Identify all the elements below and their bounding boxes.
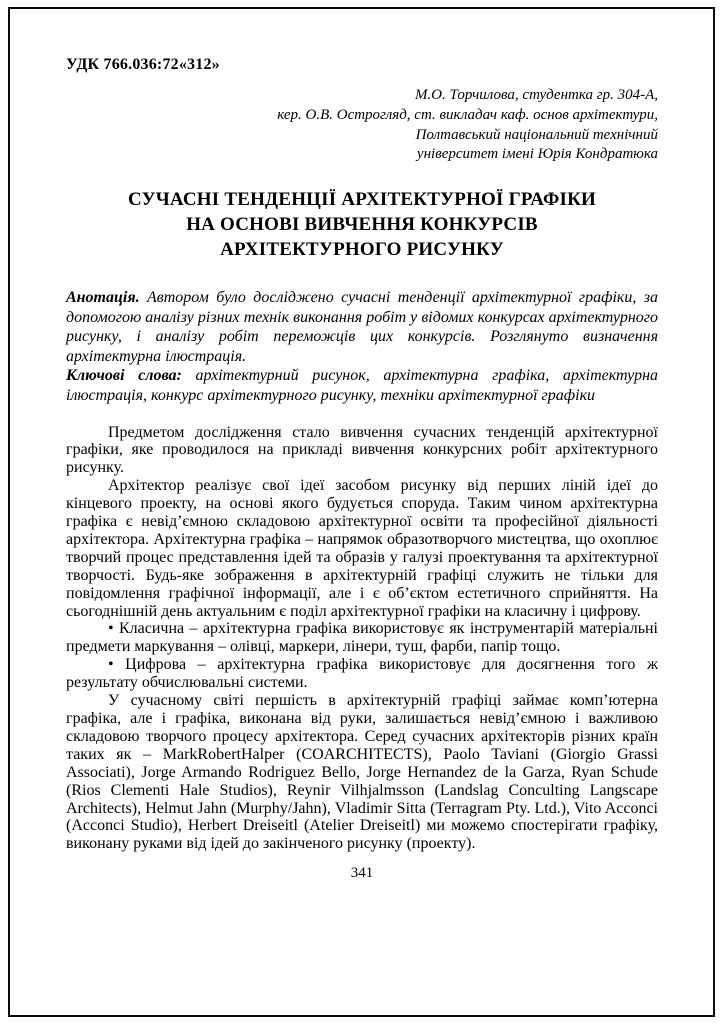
author-line: М.О. Торчилова, студентка гр. 304-А, xyxy=(414,87,658,103)
keywords-label: Ключові слова: xyxy=(66,367,182,385)
bullet-paragraph: • Класична – архітектурна графіка використовує як інструментарій матеріальні предмети маркування – олівці, маркери, лінери, туш, фарби, папір тощо. xyxy=(66,620,658,656)
abstract-text: Автором було досліджено сучасні тенденції архітектурної графіки, за допомогою аналізу різних технік виконання робіт у відомих конкурсах архітектурного рисунку, і аналізу робіт переможців цих конкурсів. Розглянуто визначення архітектурна ілюстрація. xyxy=(66,289,659,365)
bullet-paragraph: • Цифрова – архітектурна графіка використовує для досягнення того ж результату обчислювальні системи. xyxy=(66,656,658,692)
article-title-line: АРХІТЕКТУРНОГО РИСУНКУ xyxy=(220,239,504,261)
affiliation-line: університет імені Юрія Кондратюка xyxy=(416,146,658,163)
page-number: 341 xyxy=(350,865,374,882)
udc-code: УДК 766.036:72«312» xyxy=(66,56,220,73)
page-content xyxy=(66,56,658,882)
abstract xyxy=(66,288,658,366)
body-paragraph: Архітектор реалізує свої ідеї засобом рисунку від перших ліній ідеї до кінцевого проекту, на основі якого будується споруда. Таким чином архітектурна графіка є невід’ємною складовою архітектурної освіти та професійної діяльності архітектора. Архітектурна графіка – напрямок образотворчого мистецтва, що охоплює творчий процес представлення ідей та образів у галузі проектування та архітектурної творчості. Будь-яке зображення в архітектурній графіці служить не тільки для повідомлення графічної інформації, але і є об’єктом естетичного сприйняття. На сьогоднішній день актуальним є поділ архітектурної графіки на класичну і цифрову. xyxy=(66,477,658,620)
article-title-line: НА ОСНОВІ ВИВЧЕННЯ КОНКУРСІВ xyxy=(186,214,538,236)
keywords-text: архітектурний рисунок, архітектурна графіка, архітектурна ілюстрація, конкурс архітектурного рисунку, техніки архітектурної графіки xyxy=(66,367,659,404)
abstract-label: Анотація. xyxy=(66,289,140,307)
affiliation-line: Полтавський національний технічний xyxy=(415,126,658,143)
article-title xyxy=(66,187,658,262)
article-body xyxy=(66,424,658,854)
author-line: кер. О.В. Острогляд, ст. викладач каф. основ архітектури, xyxy=(277,106,658,123)
body-paragraph: Предметом дослідження стало вивчення сучасних тенденцій архітектурної графіки, яке проводилося на прикладі вивчення конкурсних робіт архітектурного рисунку. xyxy=(66,423,658,477)
body-paragraph: У сучасному світі першість в архітектурній графіці займає комп’ютерна графіка, але і графіка, виконана від руки, залишається невід’ємною і важливою складовою творчого процесу архітектора. Серед сучасних архітекторів різних країн таких як – MarkRobertHalper (COARCHITECTS), Paolo Taviani (Giorgio Grassi Associati), Jorge Armando Rodriguez Bello, Jorge Hernandez de la Garza, Ryan Schude (Rios Clementi Hale Studios), Reynir Vilhjalmsson (Landslag Conculting Langscape Architects), Helmut Jahn (Murphy/Jahn), Vladimir Sitta (Terragram Pty. Ltd.), Vito Acconci (Acconci Studio), Herbert Dreiseitl (Atelier Dreiseitl) ми можемо спостерігати графіку, виконану руками від ідей до закінченого рисунку (проекту). xyxy=(66,692,658,853)
author-block xyxy=(66,86,658,165)
keywords xyxy=(66,366,658,405)
article-title-line: СУЧАСНІ ТЕНДЕНЦІЇ АРХІТЕКТУРНОЇ ГРАФІКИ xyxy=(127,189,597,211)
